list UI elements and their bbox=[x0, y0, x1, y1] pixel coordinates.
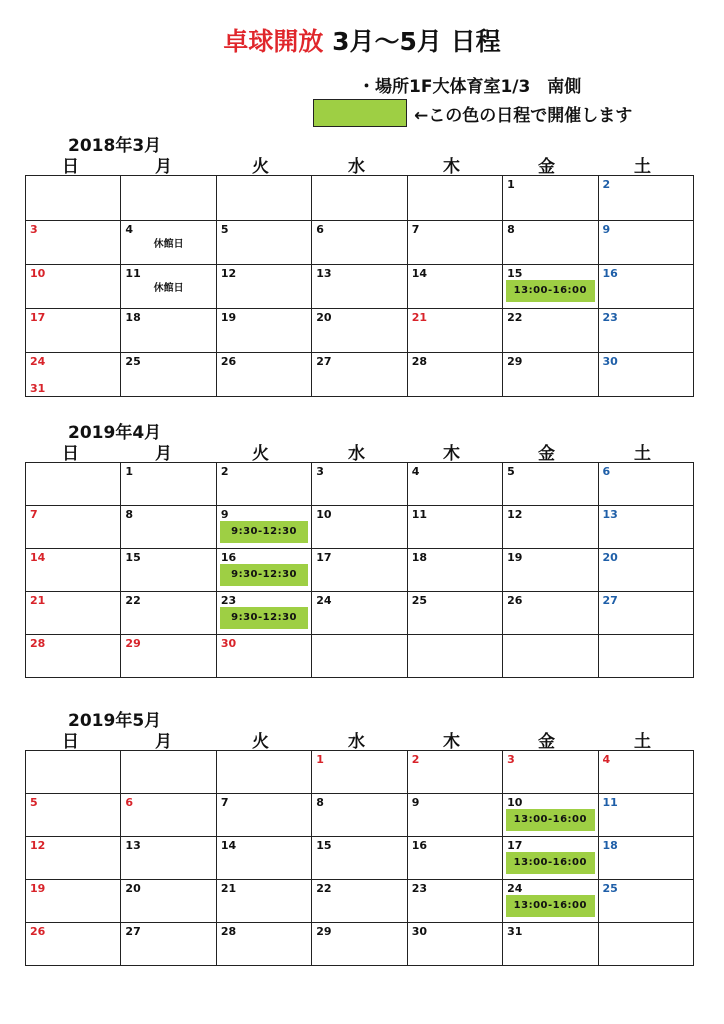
day-number: 24 bbox=[316, 594, 332, 607]
day-cell bbox=[503, 635, 598, 678]
legend-swatch bbox=[313, 99, 407, 127]
day-number: 23 bbox=[602, 311, 618, 324]
week-row bbox=[26, 176, 694, 221]
day-number: 5 bbox=[507, 465, 515, 478]
day-cell bbox=[216, 221, 311, 265]
day-cell bbox=[216, 176, 311, 221]
day-cell bbox=[503, 176, 598, 221]
day-cell bbox=[26, 837, 121, 880]
day-number: 24 bbox=[507, 882, 523, 895]
page-title bbox=[0, 22, 724, 58]
day-number: 18 bbox=[125, 311, 141, 324]
day-cell bbox=[312, 923, 407, 966]
day-number: 3 bbox=[30, 223, 38, 236]
day-cell bbox=[216, 463, 311, 506]
week-row bbox=[26, 265, 694, 309]
weekday-header: 木 bbox=[443, 157, 460, 177]
day-cell bbox=[312, 463, 407, 506]
event-time-slot: 9:30-12:30 bbox=[220, 607, 308, 629]
day-number: 24 bbox=[30, 355, 46, 368]
day-number: 3 bbox=[507, 753, 515, 766]
day-cell bbox=[216, 309, 311, 353]
day-cell bbox=[598, 176, 693, 221]
month-title: 2018年3月 bbox=[68, 136, 162, 156]
week-row bbox=[26, 221, 694, 265]
day-cell bbox=[26, 353, 121, 397]
day-number: 29 bbox=[507, 355, 523, 368]
day-number: 7 bbox=[220, 796, 229, 809]
day-number: 28 bbox=[411, 355, 427, 368]
day-number: 23 bbox=[411, 882, 427, 895]
day-cell bbox=[407, 923, 502, 966]
day-cell bbox=[26, 592, 121, 635]
day-number: 19 bbox=[507, 551, 523, 564]
day-number: 15 bbox=[316, 839, 332, 852]
day-number: 15 bbox=[507, 267, 523, 280]
week-row bbox=[26, 549, 694, 592]
day-number: 19 bbox=[30, 882, 46, 895]
day-cell bbox=[503, 837, 598, 880]
day-number: 22 bbox=[125, 594, 141, 607]
day-number: 10 bbox=[316, 508, 332, 521]
day-cell bbox=[598, 794, 693, 837]
day-cell bbox=[407, 221, 502, 265]
day-cell bbox=[503, 549, 598, 592]
week-row bbox=[26, 353, 694, 397]
event-time-slot: 13:00-16:00 bbox=[506, 895, 594, 917]
day-cell bbox=[26, 463, 121, 506]
weekday-header: 日 bbox=[62, 444, 79, 464]
closed-day-note: 休館日 bbox=[153, 239, 184, 250]
day-number: 4 bbox=[411, 465, 420, 478]
day-number: 25 bbox=[602, 882, 618, 895]
month-calendar-grid bbox=[25, 462, 694, 678]
day-number: 19 bbox=[220, 311, 237, 324]
day-cell bbox=[598, 549, 693, 592]
weekday-header: 金 bbox=[538, 732, 555, 752]
day-number: 2 bbox=[602, 178, 611, 191]
day-number: 27 bbox=[125, 925, 141, 938]
day-cell bbox=[598, 221, 693, 265]
day-number: 12 bbox=[507, 508, 523, 521]
day-number: 7 bbox=[30, 508, 38, 521]
week-row bbox=[26, 751, 694, 794]
day-cell bbox=[121, 265, 216, 309]
day-number: 23 bbox=[220, 594, 237, 607]
day-cell bbox=[26, 265, 121, 309]
day-number: 3 bbox=[316, 465, 324, 478]
week-row bbox=[26, 794, 694, 837]
day-number: 13 bbox=[125, 839, 141, 852]
day-cell bbox=[121, 923, 216, 966]
week-row bbox=[26, 837, 694, 880]
day-cell bbox=[121, 309, 216, 353]
day-cell bbox=[503, 880, 598, 923]
day-number: 14 bbox=[30, 551, 46, 564]
week-row bbox=[26, 880, 694, 923]
weekday-header: 水 bbox=[348, 157, 365, 177]
day-number: 31 bbox=[507, 925, 523, 938]
day-cell bbox=[216, 592, 311, 635]
day-cell bbox=[121, 353, 216, 397]
day-number: 26 bbox=[507, 594, 523, 607]
day-cell bbox=[121, 592, 216, 635]
week-row bbox=[26, 309, 694, 353]
event-time-slot: 13:00-16:00 bbox=[506, 852, 594, 874]
weekday-header: 月 bbox=[155, 444, 172, 464]
day-cell bbox=[312, 549, 407, 592]
day-number: 8 bbox=[125, 508, 134, 521]
day-cell bbox=[216, 353, 311, 397]
day-cell bbox=[407, 176, 502, 221]
weekday-header: 土 bbox=[634, 157, 651, 177]
day-cell bbox=[503, 923, 598, 966]
day-number: 1 bbox=[316, 753, 324, 766]
day-cell bbox=[121, 221, 216, 265]
day-cell bbox=[407, 549, 502, 592]
day-number: 16 bbox=[602, 267, 618, 280]
month-title: 2019年4月 bbox=[68, 423, 162, 443]
day-number: 9 bbox=[602, 223, 611, 236]
weekday-header: 水 bbox=[348, 732, 365, 752]
day-number: 12 bbox=[30, 839, 46, 852]
day-cell bbox=[312, 265, 407, 309]
event-time-slot: 9:30-12:30 bbox=[220, 564, 308, 586]
day-cell bbox=[26, 176, 121, 221]
day-cell bbox=[26, 751, 121, 794]
day-number: 1 bbox=[507, 178, 515, 191]
day-number: 6 bbox=[602, 465, 611, 478]
week-row bbox=[26, 635, 694, 678]
day-number: 7 bbox=[411, 223, 420, 236]
day-number: 11 bbox=[125, 267, 141, 280]
day-number: 15 bbox=[125, 551, 141, 564]
day-cell bbox=[312, 837, 407, 880]
day-cell bbox=[407, 635, 502, 678]
day-number: 11 bbox=[602, 796, 618, 809]
day-number: 25 bbox=[125, 355, 141, 368]
day-cell bbox=[503, 353, 598, 397]
day-number: 22 bbox=[507, 311, 523, 324]
day-number: 29 bbox=[316, 925, 332, 938]
day-cell bbox=[312, 794, 407, 837]
day-cell bbox=[503, 265, 598, 309]
title-main: 卓球開放 bbox=[223, 27, 324, 56]
day-cell bbox=[598, 880, 693, 923]
day-cell bbox=[407, 309, 502, 353]
day-number: 17 bbox=[316, 551, 332, 564]
day-cell bbox=[216, 506, 311, 549]
day-number: 14 bbox=[411, 267, 427, 280]
day-cell bbox=[598, 463, 693, 506]
day-cell bbox=[312, 592, 407, 635]
day-cell bbox=[121, 549, 216, 592]
weekday-header: 土 bbox=[634, 444, 651, 464]
day-number: 28 bbox=[220, 925, 237, 938]
day-cell bbox=[503, 221, 598, 265]
weekday-header: 火 bbox=[252, 157, 269, 177]
day-number: 21 bbox=[30, 594, 46, 607]
day-number: 16 bbox=[220, 551, 237, 564]
day-cell bbox=[26, 880, 121, 923]
day-cell bbox=[26, 221, 121, 265]
day-number: 12 bbox=[220, 267, 237, 280]
day-cell bbox=[503, 751, 598, 794]
day-number: 25 bbox=[411, 594, 427, 607]
day-cell bbox=[598, 353, 693, 397]
day-number: 21 bbox=[220, 882, 237, 895]
week-row bbox=[26, 506, 694, 549]
day-number: 5 bbox=[30, 796, 38, 809]
day-number: 17 bbox=[30, 311, 46, 324]
day-number: 22 bbox=[316, 882, 332, 895]
day-cell bbox=[407, 751, 502, 794]
day-number: 11 bbox=[411, 508, 427, 521]
day-cell bbox=[312, 880, 407, 923]
week-row bbox=[26, 592, 694, 635]
day-number: 20 bbox=[125, 882, 141, 895]
day-number: 26 bbox=[220, 355, 237, 368]
day-number: 2 bbox=[411, 753, 420, 766]
day-cell bbox=[407, 880, 502, 923]
event-time-slot: 13:00-16:00 bbox=[506, 280, 594, 302]
day-cell bbox=[121, 837, 216, 880]
day-number: 20 bbox=[316, 311, 332, 324]
weekday-header: 火 bbox=[252, 444, 269, 464]
day-number: 17 bbox=[507, 839, 523, 852]
day-cell bbox=[121, 794, 216, 837]
day-number: 5 bbox=[220, 223, 229, 236]
day-cell bbox=[312, 353, 407, 397]
day-cell bbox=[598, 309, 693, 353]
day-number: 29 bbox=[125, 637, 141, 650]
day-cell bbox=[216, 794, 311, 837]
weekday-header: 木 bbox=[443, 732, 460, 752]
day-cell bbox=[503, 592, 598, 635]
day-number: 31 bbox=[30, 382, 46, 395]
day-number: 1 bbox=[125, 465, 134, 478]
day-cell bbox=[121, 463, 216, 506]
day-number: 21 bbox=[411, 311, 427, 324]
month-calendar-grid bbox=[25, 750, 694, 966]
day-number: 20 bbox=[602, 551, 618, 564]
weekday-header: 日 bbox=[62, 157, 79, 177]
day-cell bbox=[598, 923, 693, 966]
weekday-header: 水 bbox=[348, 444, 365, 464]
day-cell bbox=[407, 794, 502, 837]
day-cell bbox=[312, 309, 407, 353]
closed-day-note: 休館日 bbox=[153, 283, 184, 294]
day-number: 16 bbox=[411, 839, 427, 852]
day-cell bbox=[26, 309, 121, 353]
day-number: 4 bbox=[602, 753, 611, 766]
weekday-header: 日 bbox=[62, 732, 79, 752]
day-cell bbox=[216, 265, 311, 309]
day-cell bbox=[598, 751, 693, 794]
day-cell bbox=[312, 221, 407, 265]
weekday-header: 土 bbox=[634, 732, 651, 752]
day-cell bbox=[598, 506, 693, 549]
day-number: 26 bbox=[30, 925, 46, 938]
day-cell bbox=[503, 463, 598, 506]
day-number: 30 bbox=[220, 637, 237, 650]
title-period: 3月～5月 日程 bbox=[323, 27, 501, 56]
event-time-slot: 9:30-12:30 bbox=[220, 521, 308, 543]
day-number: 13 bbox=[602, 508, 618, 521]
day-cell bbox=[26, 794, 121, 837]
day-number: 30 bbox=[411, 925, 427, 938]
day-cell bbox=[503, 506, 598, 549]
month-title: 2019年5月 bbox=[68, 711, 162, 731]
day-number: 8 bbox=[316, 796, 324, 809]
legend-text: ←この色の日程で開催します bbox=[414, 106, 633, 126]
day-cell bbox=[216, 635, 311, 678]
day-cell bbox=[216, 549, 311, 592]
weekday-header: 月 bbox=[155, 732, 172, 752]
day-number: 27 bbox=[316, 355, 332, 368]
day-cell bbox=[407, 592, 502, 635]
day-cell bbox=[407, 353, 502, 397]
day-number: 27 bbox=[602, 594, 618, 607]
day-cell bbox=[121, 176, 216, 221]
week-row bbox=[26, 463, 694, 506]
day-cell bbox=[26, 635, 121, 678]
day-number: 28 bbox=[30, 637, 46, 650]
day-number: 9 bbox=[411, 796, 420, 809]
day-cell bbox=[26, 506, 121, 549]
day-cell bbox=[598, 592, 693, 635]
day-number: 30 bbox=[602, 355, 618, 368]
location-text: ・場所1F大体育室1/3 南側 bbox=[358, 77, 582, 97]
day-number: 14 bbox=[220, 839, 237, 852]
day-number: 4 bbox=[125, 223, 134, 236]
weekday-header: 金 bbox=[538, 157, 555, 177]
day-cell bbox=[312, 751, 407, 794]
day-cell bbox=[407, 265, 502, 309]
day-cell bbox=[216, 837, 311, 880]
day-cell bbox=[312, 176, 407, 221]
week-row bbox=[26, 923, 694, 966]
day-number: 18 bbox=[411, 551, 427, 564]
day-number: 9 bbox=[220, 508, 229, 521]
weekday-header: 金 bbox=[538, 444, 555, 464]
day-cell bbox=[598, 635, 693, 678]
day-cell bbox=[312, 635, 407, 678]
day-cell bbox=[216, 923, 311, 966]
weekday-header: 木 bbox=[443, 444, 460, 464]
day-number: 10 bbox=[507, 796, 523, 809]
day-cell bbox=[121, 506, 216, 549]
day-cell bbox=[407, 506, 502, 549]
day-cell bbox=[598, 837, 693, 880]
day-number: 13 bbox=[316, 267, 332, 280]
day-cell bbox=[598, 265, 693, 309]
day-cell bbox=[121, 751, 216, 794]
day-number: 6 bbox=[316, 223, 324, 236]
day-cell bbox=[312, 506, 407, 549]
day-cell bbox=[26, 549, 121, 592]
day-cell bbox=[121, 635, 216, 678]
month-calendar-grid bbox=[25, 175, 694, 397]
day-cell bbox=[503, 794, 598, 837]
event-time-slot: 13:00-16:00 bbox=[506, 809, 594, 831]
day-cell bbox=[121, 880, 216, 923]
day-number: 10 bbox=[30, 267, 46, 280]
day-number: 18 bbox=[602, 839, 618, 852]
weekday-header: 火 bbox=[252, 732, 269, 752]
day-cell bbox=[407, 837, 502, 880]
day-cell bbox=[503, 309, 598, 353]
day-cell bbox=[26, 923, 121, 966]
day-cell bbox=[407, 463, 502, 506]
day-number: 6 bbox=[125, 796, 134, 809]
day-number: 8 bbox=[507, 223, 515, 236]
day-cell bbox=[216, 751, 311, 794]
day-number: 2 bbox=[220, 465, 229, 478]
day-cell bbox=[216, 880, 311, 923]
weekday-header: 月 bbox=[155, 157, 172, 177]
